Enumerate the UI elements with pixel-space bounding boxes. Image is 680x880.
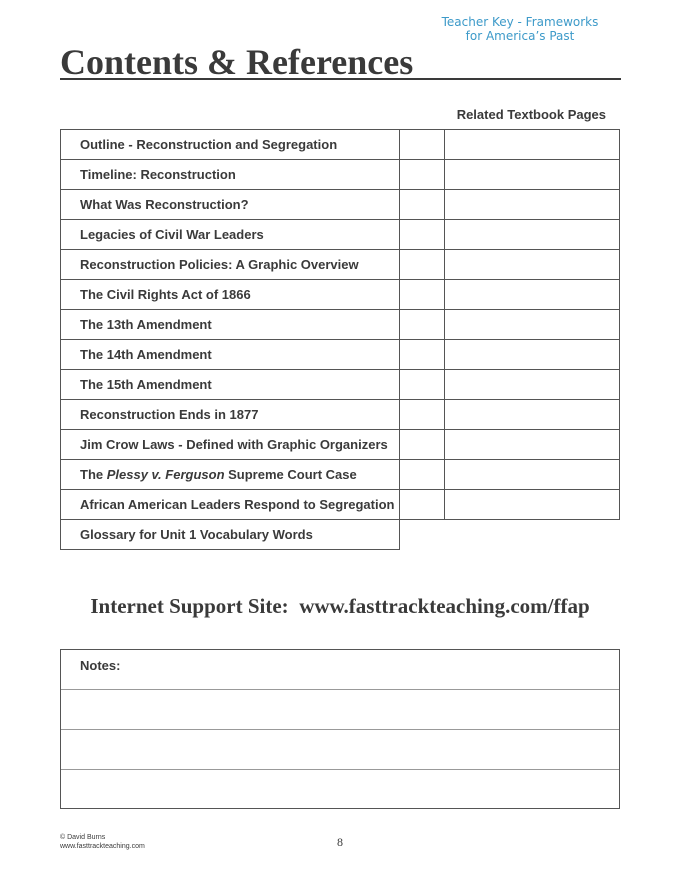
page-cell bbox=[400, 399, 445, 429]
contents-item: The 15th Amendment bbox=[60, 369, 400, 399]
table-row bbox=[60, 309, 620, 339]
contents-item: The Civil Rights Act of 1866 bbox=[60, 279, 400, 309]
page-cell bbox=[445, 369, 620, 399]
page-cell bbox=[400, 189, 445, 219]
page-cell bbox=[445, 309, 620, 339]
page-cell bbox=[445, 339, 620, 369]
header-tag bbox=[420, 15, 620, 43]
table-row bbox=[60, 159, 620, 189]
page-cell bbox=[400, 159, 445, 189]
notes-label: Notes: bbox=[80, 658, 121, 673]
page-cell bbox=[400, 369, 445, 399]
notes-line bbox=[61, 729, 619, 730]
page-cell bbox=[400, 129, 445, 159]
case-name: Plessy v. Ferguson bbox=[106, 467, 225, 482]
table-row bbox=[60, 219, 620, 249]
page-number: 8 bbox=[337, 835, 343, 849]
internet-label: Internet Support Site: bbox=[90, 594, 289, 618]
contents-item: African American Leaders Respond to Segregation bbox=[60, 489, 400, 519]
contents-item-post: Supreme Court Case bbox=[224, 467, 357, 482]
contents-item: Jim Crow Laws - Defined with Graphic Organizers bbox=[60, 429, 400, 459]
contents-item-pre: The bbox=[80, 467, 107, 482]
contents-item: What Was Reconstruction? bbox=[60, 189, 400, 219]
header-tag-line1: Teacher Key - Frameworks bbox=[441, 15, 599, 29]
table-row bbox=[60, 249, 620, 279]
page-cell bbox=[445, 159, 620, 189]
notes-box[interactable] bbox=[60, 649, 620, 809]
table-row bbox=[60, 489, 620, 519]
related-pages-label: Related Textbook Pages bbox=[456, 107, 606, 122]
page-cell bbox=[400, 249, 445, 279]
table-row bbox=[60, 459, 620, 489]
page-cell bbox=[400, 219, 445, 249]
notes-line bbox=[61, 769, 619, 770]
table-row bbox=[60, 429, 620, 459]
contents-item: The 14th Amendment bbox=[60, 339, 400, 369]
page-cell bbox=[400, 429, 445, 459]
page-cell bbox=[445, 279, 620, 309]
footer-site: www.fasttrackteaching.com bbox=[60, 843, 145, 850]
title-rule bbox=[60, 78, 621, 80]
internet-url[interactable]: www.fasttrackteaching.com/ffap bbox=[299, 594, 590, 618]
table-row bbox=[60, 279, 620, 309]
page-cell bbox=[445, 429, 620, 459]
contents-item: Reconstruction Policies: A Graphic Overview bbox=[60, 249, 400, 279]
table-row bbox=[60, 519, 620, 549]
table-row bbox=[60, 129, 620, 159]
internet-support bbox=[0, 594, 680, 619]
notes-line bbox=[61, 689, 619, 690]
table-row bbox=[60, 339, 620, 369]
page-cell bbox=[445, 459, 620, 489]
table-row bbox=[60, 189, 620, 219]
page-cell bbox=[445, 129, 620, 159]
page-cell bbox=[445, 249, 620, 279]
contents-item: Reconstruction Ends in 1877 bbox=[60, 399, 400, 429]
contents-item: Legacies of Civil War Leaders bbox=[60, 219, 400, 249]
contents-item: Timeline: Reconstruction bbox=[60, 159, 400, 189]
footer-copyright: © David Burns bbox=[60, 834, 106, 841]
page-cell bbox=[445, 219, 620, 249]
page-title: Contents & References bbox=[60, 42, 414, 82]
page-cell bbox=[445, 399, 620, 429]
contents-item bbox=[60, 459, 400, 489]
page-cell bbox=[400, 459, 445, 489]
page-cell bbox=[400, 489, 445, 520]
contents-item: Glossary for Unit 1 Vocabulary Words bbox=[60, 519, 400, 550]
header-tag-line2: for America’s Past bbox=[465, 29, 575, 43]
page-cell bbox=[400, 279, 445, 309]
page-cell bbox=[400, 339, 445, 369]
contents-item: The 13th Amendment bbox=[60, 309, 400, 339]
table-row bbox=[60, 369, 620, 399]
table-row bbox=[60, 399, 620, 429]
empty-cell bbox=[400, 519, 445, 549]
page-cell bbox=[400, 309, 445, 339]
page-cell bbox=[445, 489, 620, 520]
empty-cell bbox=[445, 519, 620, 549]
contents-item: Outline - Reconstruction and Segregation bbox=[60, 129, 400, 159]
contents-table bbox=[60, 129, 620, 549]
page-cell bbox=[445, 189, 620, 219]
